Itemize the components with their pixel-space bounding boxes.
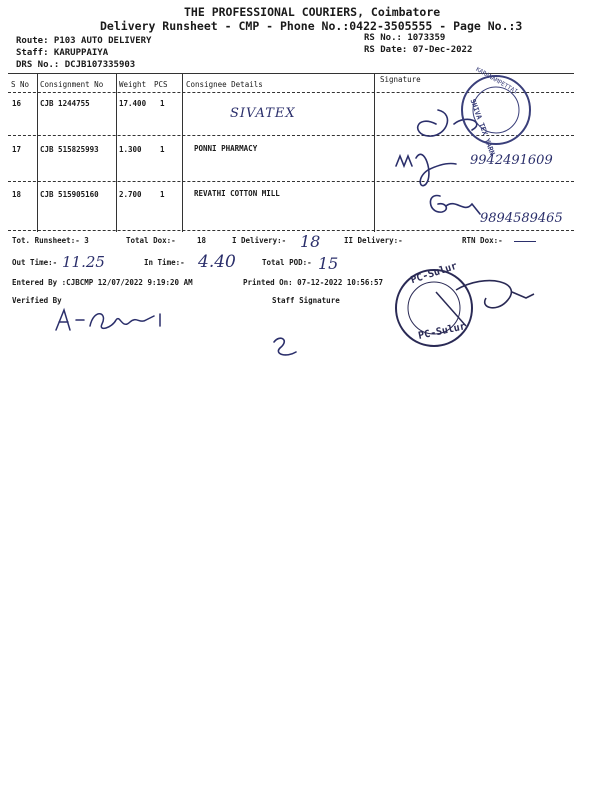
route-label: Route: P103 AUTO DELIVERY xyxy=(16,36,152,46)
row-pcs: 1 xyxy=(160,190,165,199)
runsheet-title: Delivery Runsheet - CMP - Phone No.:0422-3505555 - Page No.:3 xyxy=(100,19,523,33)
rtn-dox-label: RTN Dox:- xyxy=(462,236,503,245)
row-pcs: 1 xyxy=(160,99,165,108)
staff-signature xyxy=(266,330,306,364)
rs-date: RS Date: 07-Dec-2022 xyxy=(364,45,473,55)
i-delivery-label: I Delivery:- xyxy=(232,236,287,245)
total-pod-label: Total POD:- xyxy=(262,258,312,267)
col-divider xyxy=(182,74,183,232)
signature-stroke xyxy=(274,338,296,355)
signature-stroke xyxy=(416,154,456,185)
in-time-label: In Time:- xyxy=(144,258,185,267)
total-dox-value: 18 xyxy=(197,236,207,245)
col-header-sno: S No xyxy=(11,80,30,89)
tot-runsheet: Tot. Runsheet:- 3 xyxy=(12,236,89,245)
row-consignment: CJB 515825993 xyxy=(40,145,99,154)
verifier-signature xyxy=(50,304,180,338)
out-time-label: Out Time:- xyxy=(12,258,58,267)
rtn-dox-dash xyxy=(514,241,536,242)
signature-stroke xyxy=(430,196,446,213)
signature-stroke xyxy=(418,110,448,136)
signature-stroke xyxy=(56,310,70,330)
row-consignee: PONNI PHARMACY xyxy=(194,144,258,153)
row-sno: 17 xyxy=(12,145,22,154)
handwritten-consignee: SIVATEX xyxy=(230,106,296,121)
col-divider xyxy=(116,74,117,232)
col-header-signature: Signature xyxy=(380,75,421,84)
total-pod-handwritten: 15 xyxy=(318,254,339,273)
i-delivery-handwritten: 18 xyxy=(300,232,321,251)
pc-sulur-stamp xyxy=(376,262,556,362)
row-weight: 1.300 xyxy=(119,145,142,154)
row-consignee: REVATHI COTTON MILL xyxy=(194,189,280,198)
col-header-weight: Weight xyxy=(119,80,147,89)
row-consignment: CJB 1244755 xyxy=(40,99,90,108)
signature-stroke xyxy=(446,204,480,214)
stamp-top-text: PC-Sulur xyxy=(409,260,459,287)
staff-signature-label: Staff Signature xyxy=(272,296,340,305)
in-time-handwritten: 4.40 xyxy=(198,252,236,272)
col-divider xyxy=(37,74,38,232)
stamp-bottom-text: PC-Sulur xyxy=(417,321,467,342)
company-title: THE PROFESSIONAL COURIERS, Coimbatore xyxy=(184,5,441,19)
verified-by-label: Verified By xyxy=(12,296,62,305)
total-dox-label: Total Dox:- xyxy=(126,236,176,245)
ii-delivery-label: II Delivery:- xyxy=(344,236,403,245)
entered-by: Entered By :CJBCMP 12/07/2022 9:19:20 AM xyxy=(12,278,193,287)
col-header-consignee: Consignee Details xyxy=(186,80,263,89)
rs-number: RS No.: 1073359 xyxy=(364,33,446,43)
row-weight: 2.700 xyxy=(119,190,142,199)
handwritten-phone: 9894589465 xyxy=(480,211,563,226)
row-consignment: CJB 515905160 xyxy=(40,190,99,199)
row-sno: 16 xyxy=(12,99,22,108)
printed-on: Printed On: 07-12-2022 10:56:57 xyxy=(243,278,383,287)
stamp-subtext: KARANAMPETTAI xyxy=(474,66,519,96)
signature-stroke xyxy=(90,314,160,329)
row-weight: 17.400 xyxy=(119,99,147,108)
col-divider xyxy=(374,74,375,232)
drs-number: DRS No.: DCJB107335903 xyxy=(16,60,136,70)
row-sno: 18 xyxy=(12,190,22,199)
col-header-pcs: PCS xyxy=(154,80,168,89)
stamp-text: SHIVA TEX YARN xyxy=(468,98,497,157)
signature-stroke xyxy=(396,156,412,166)
out-time-handwritten: 11.25 xyxy=(62,253,105,271)
handwritten-phone: 9942491609 xyxy=(470,153,553,168)
staff-label: Staff: KARUPPAIYA xyxy=(16,48,109,58)
col-header-consignment: Consignment No xyxy=(40,80,104,89)
row-pcs: 1 xyxy=(160,145,165,154)
